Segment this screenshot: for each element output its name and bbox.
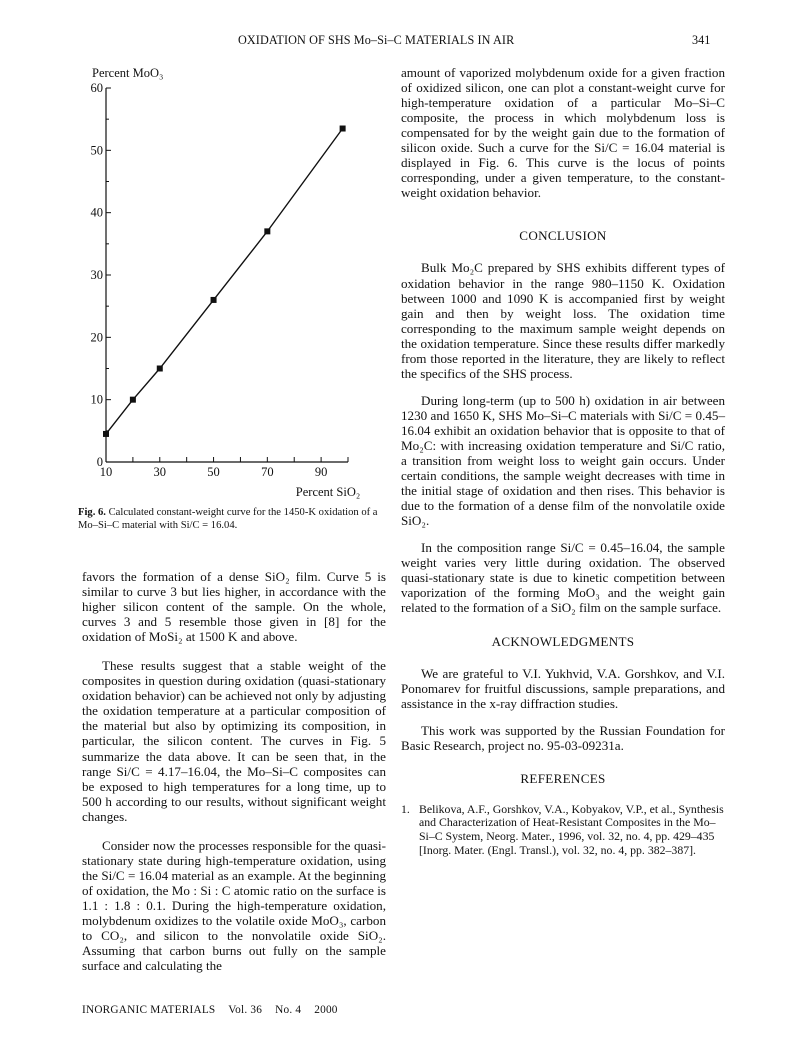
- reference-number: 1.: [401, 801, 410, 816]
- left-column: [82, 569, 386, 985]
- acknowledgments-paragraph-2: This work was supported by the Russian Foundation for Basic Research, project no. 95-03-09231a.: [401, 722, 725, 753]
- y-tick-label: 10: [90, 392, 103, 407]
- running-header: [0, 33, 787, 53]
- caption-label: Fig. 6.: [78, 507, 106, 518]
- y-axis-label: Percent MoO₃: [92, 66, 164, 80]
- right-column: [401, 65, 725, 857]
- y-tick-label: 20: [90, 330, 103, 345]
- y-tick-label: 0: [96, 455, 103, 469]
- data-point: [211, 297, 217, 303]
- left-paragraph-3: Consider now the processes responsible for the quasi-stationary state during high-temperature oxidation, using the Si/C = 16.04 material as an example. At the beginning of oxidation, the Mo : Si : C atomic ratio on the surface is 1.1 : 1.8 : 0.1. During the high-temperature oxidation, molybdenum oxidizes to the volatile oxide MoO₃, carbon to CO₂, and silicon to the nonvolatile oxide SiO₂. Assuming that carbon burns out fully on the sample surface and calculating the: [82, 837, 386, 974]
- footer-year: 2000: [314, 1004, 338, 1016]
- references-heading: REFERENCES: [520, 770, 606, 786]
- conclusion-paragraph-2: During long-term (up to 500 h) oxidation in air between 1230 and 1650 K, SHS Mo–Si–C materials with Si/C = 0.45–16.04 exhibit an oxidation behavior that is opposite to that of Mo₂C: with increasing oxidation temperature and Si/C ratio, a transition from weight loss to weight gain occurs. Under certain conditions, the sample weight decreases with time in the initial stage of oxidation and then rises. This behavior is due to the formation of a dense film of the nonvolatile oxide SiO₂.: [401, 392, 725, 529]
- x-tick-label: 70: [261, 465, 274, 479]
- series-line: [106, 129, 343, 434]
- acknowledgments-paragraph-1: We are grateful to V.I. Yukhvid, V.A. Gorshkov, and V.I. Ponomarev for fruitful discussions, sample preparations, and assistance in the x-ray diffraction studies.: [401, 665, 725, 711]
- conclusion-heading: CONCLUSION: [519, 228, 607, 244]
- y-tick-label: 40: [90, 205, 103, 220]
- reference-text: Belikova, A.F., Gorshkov, V.A., Kobyakov, V.P., et al., Synthesis and Characterization of Heat-Resistant Composites in the Mo–Si–C System, Neorg. Mater., 1996, vol. 32, no. 4, pp. 429–435 [Inorg. Mater. (Engl. Transl.), vol. 32, no. 4, pp. 382–387].: [419, 801, 724, 857]
- figure-caption: [78, 507, 378, 532]
- conclusion-paragraph-1: Bulk Mo₂C prepared by SHS exhibits different types of oxidation behavior in the range 980–1150 K. Oxidation between 1000 and 1090 K is accompanied first by weight gain and then by weight loss. The oxidation time corresponding to the maximum sample weight depends on the oxidation temperature. Since these results differ markedly from those reported in the literature, they are likely to reflect the specifics of the SHS process.: [401, 260, 725, 381]
- footer-number: No. 4: [275, 1004, 302, 1016]
- data-point: [103, 431, 109, 437]
- x-tick-label: 30: [153, 465, 167, 479]
- constant-weight-chart: [78, 64, 378, 504]
- reference-item: [401, 803, 725, 857]
- running-title: OXIDATION OF SHS Mo–Si–C MATERIALS IN AIR: [238, 33, 515, 47]
- data-point: [340, 126, 346, 132]
- page-number: 341: [692, 33, 711, 47]
- x-tick-label: 10: [99, 465, 113, 479]
- x-tick-label: 90: [314, 465, 328, 479]
- y-tick-label: 30: [90, 268, 103, 282]
- right-intro-paragraph: amount of vaporized molybdenum oxide for a given fraction of oxidized silicon, one can plot a constant-weight curve for high-temperature oxidation of a particular Mo–Si–C composite, the process in which molybdenum loss is compensated for by the weight gain due to the formation of silicon oxide. Such a curve for the Si/C = 16.04 material is displayed in Fig. 6. This curve is the locus of points corresponding, under a given temperature, to the constant-weight oxidation behavior.: [401, 65, 725, 201]
- data-point: [130, 397, 136, 403]
- conclusion-paragraph-3: In the composition range Si/C = 0.45–16.04, the sample weight varies very little during oxidation. The observed quasi-stationary state is due to kinetic competition between vaporization of the forming MoO₃ and the weight gain related to the formation of a SiO₂ film on the sample surface.: [401, 540, 725, 616]
- page-footer: [82, 1004, 348, 1016]
- footer-journal: INORGANIC MATERIALS: [82, 1004, 216, 1016]
- x-axis-label: Percent SiO₂: [295, 485, 361, 499]
- acknowledgments-heading: ACKNOWLEDGMENTS: [491, 633, 635, 649]
- y-tick-label: 50: [90, 143, 103, 158]
- footer-volume: Vol. 36: [228, 1004, 263, 1016]
- caption-text: Calculated constant-weight curve for the 1450-K oxidation of a Mo–Si–C material with Si/C = 16.04.: [78, 507, 378, 531]
- figure-6: [78, 64, 378, 544]
- left-paragraph-1: favors the formation of a dense SiO₂ film. Curve 5 is similar to curve 3 but lies higher, in accordance with the higher silicon content of the sample. On the whole, curves 3 and 5 resemble those given in [8] for the oxidation of MoSi₂ at 1500 K and above.: [82, 569, 386, 645]
- y-tick-label: 60: [90, 81, 103, 95]
- left-paragraph-2: These results suggest that a stable weight of the composites in question during oxidation (quasi-stationary oxidation behavior) can be achieved not only by adjusting the oxidation temperature at a particular composition of the material but also by optimizing its composition, in particular, the silicon content. The curves in Fig. 5 summarize the data above. It can be seen that, in the range Si/C = 4.17–16.04, the Mo–Si–C composites can be exposed to high temperatures for a long time, up to 500 h according to our results, without significant weight changes.: [82, 658, 386, 824]
- data-point: [157, 366, 163, 372]
- data-point: [264, 228, 270, 234]
- x-tick-label: 50: [207, 465, 220, 479]
